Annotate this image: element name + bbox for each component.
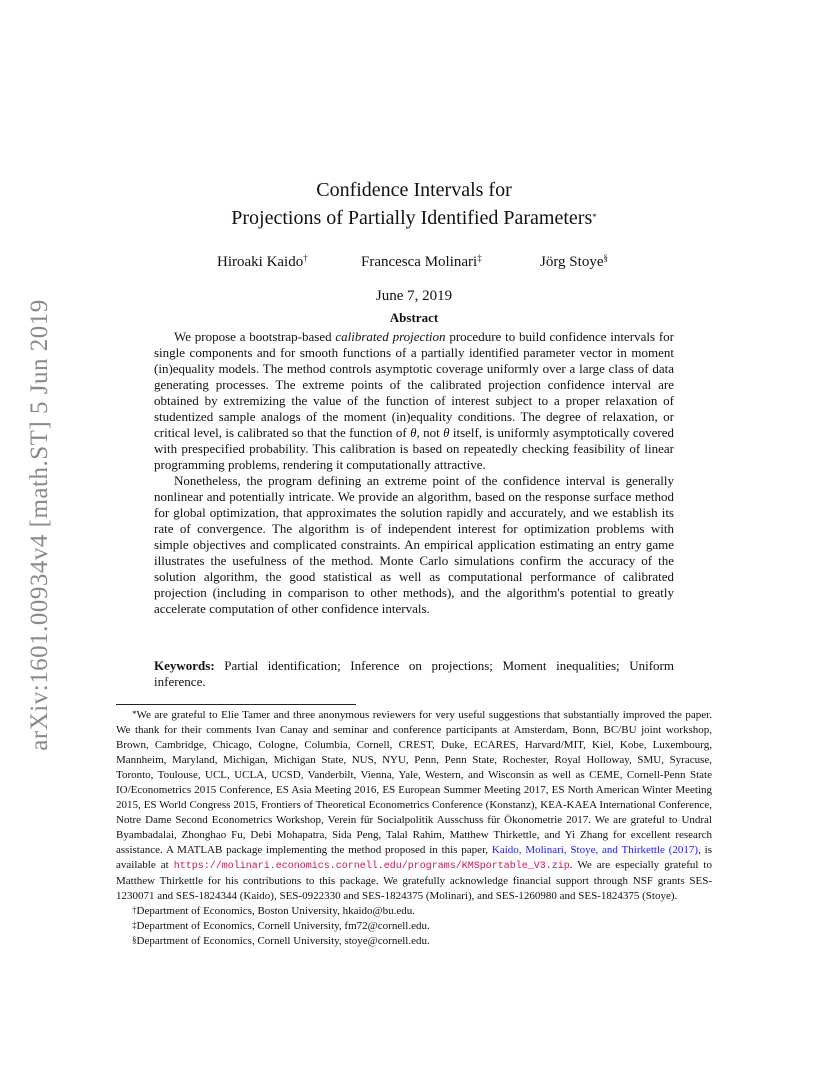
abstract-paragraph-2: Nonetheless, the program defining an extreme point of the confidence interval is generally nonlinear and potentially intricate. We provide an algorithm, based on the response surface method for global optimization, that approximates the solution rapidly and accurately, and we establish its rate of convergence. The algorithm is of independent interest for optimization problems with simple objectives and complicated constraints. An empirical application estimating an entry game illustrates the usefulness of the method. Monte Carlo simulations confirm the accuracy of the solution algorithm, the good statistical as well as computational performance of calibrated projection (including in comparison to other methods), and the algorithm's potential to greatly accelerate computation of other confidence intervals. [154,473,674,616]
title-line-2-text: Projections of Partially Identified Parameters [231,207,593,229]
keywords [154,658,674,690]
math-theta: θ [410,425,417,440]
math-theta: θ [443,425,450,440]
title-line-1: Confidence Intervals for [316,179,512,201]
abstract-paragraph-1 [154,329,674,473]
affiliation-text: Department of Economics, Cornell University, stoye@cornell.edu. [136,935,430,947]
affiliation-text: Department of Economics, Boston University, hkaido@bu.edu. [136,905,416,917]
arxiv-side-stamp [20,285,60,765]
keywords-text: Partial identification; Inference on projections; Moment inequalities; Uniform inference. [154,658,675,689]
author-list [0,254,828,276]
footnote-stoye [116,934,712,949]
footnote-rule [116,704,356,705]
affiliation-text: Department of Economics, Cornell University, fm72@cornell.edu. [136,920,430,932]
footnote-mark: * [132,709,137,719]
author-mark: † [303,253,308,263]
text-run: We are grateful to Elie Tamer and three anonymous reviewers for very useful suggestions that substantially improved the paper. We thank for their comments Ivan Canay and seminar and conference participants at Amsterdam, Bonn, BC/BU joint workshop, Brown, Cambridge, Chicago, Cologne, Columbia, Cornell, CREST, Duke, ECARES, Harvard/MIT, Kiel, Kobe, Luxembourg, Mannheim, Maryland, Michigan, Michigan State, NUS, NYU, Penn, Penn State, Rochester, Royal Holloway, SMU, Syracuse, Toronto, Toulouse, UCL, UCLA, UCSD, Vanderbilt, Vienna, Yale, Western, and Wisconsin as well as CEME, Cornell-Penn State IO/Econometrics 2015 Conference, ES Asia Meeting 2016, ES European Summer Meeting 2017, ES North American Winter Meeting 2015, ES World Congress 2015, Frontiers of Theoretical Econometrics Conference (Konstanz), KEA-KAEA International Conference, Notre Dame Second Econometrics Workshop, Verein für Socialpolitik Ausschuss für Ökonometrie 2017. We are grateful to Undral Byambadalai, Zhonghao Fu, Debi Mohapatra, Sida Peng, Talal Rahim, Matthew Thirkettle, and Yi Zhang for excellent research assistance. A MATLAB package implementing the method proposed in this paper, [116,709,712,856]
text-run: procedure to build confidence intervals for single components and for smooth functions of a partially identified parameter vector in moment (in)equality models. The method controls asymptotic coverage uniformly over a large class of data generating processes. The extreme points of the calibrated projection confidence interval are obtained by extremizing the value of the function of interest subject to a proper relaxation of studentized sample analogs of the moment (in)equality conditions. The degree of relaxation, or critical level, is calibrated so that the function of [154,329,674,440]
footnote-mark: ‡ [132,920,137,930]
footnote-acknowledgements [116,708,712,904]
author-name: Francesca Molinari [361,254,478,270]
text-run: itself, is uniformly asymptotically covered with prespecified probability. This calibration is based on repeatedly checking feasibility of linear programming problems, rendering it computationally attractive. [154,425,674,472]
author-name: Jörg Stoye [540,254,604,270]
footnote-molinari [116,919,712,934]
keywords-label: Keywords: [154,658,215,673]
text-run: , is available at [116,844,712,871]
text-run: . We are especially grateful to Matthew Thirkettle for his contributions to this package. We gratefully acknowledge financial support through NSF grants SES-1230071 and SES-1824344 (Kaido), SES-0922330 and SES-1824375 (Molinari), and SES-1260980 and SES-1824375 (Stoye). [116,859,712,902]
author-mark: § [603,253,608,263]
text-run: We propose a bootstrap-based [174,329,336,344]
citation-link[interactable]: Kaido, Molinari, Stoye, and Thirkettle (2017) [491,844,699,856]
author-kaido [217,254,308,271]
footnotes [116,708,712,949]
package-url-link[interactable]: https://molinari.economics.cornell.edu/programs/KMSportable_V3.zip [173,861,570,872]
author-name: Hiroaki Kaido [217,254,304,270]
footnote-mark: † [132,905,137,915]
arxiv-identifier: arXiv:1601.00934v4 [math.ST] 5 Jun 2019 [26,299,53,751]
abstract-heading: Abstract [389,310,439,325]
emphasis: calibrated projection [335,329,446,344]
abstract-body [154,329,674,617]
author-mark: ‡ [477,253,482,263]
footnote-kaido [116,904,712,919]
paper-title [100,176,728,232]
author-molinari [361,254,482,271]
author-stoye [540,254,608,271]
title-footnote-mark: * [592,212,597,222]
text-run: , not [416,425,444,440]
paper-date: June 7, 2019 [375,288,453,304]
title-line-2 [100,204,728,232]
footnote-mark: § [132,935,137,945]
